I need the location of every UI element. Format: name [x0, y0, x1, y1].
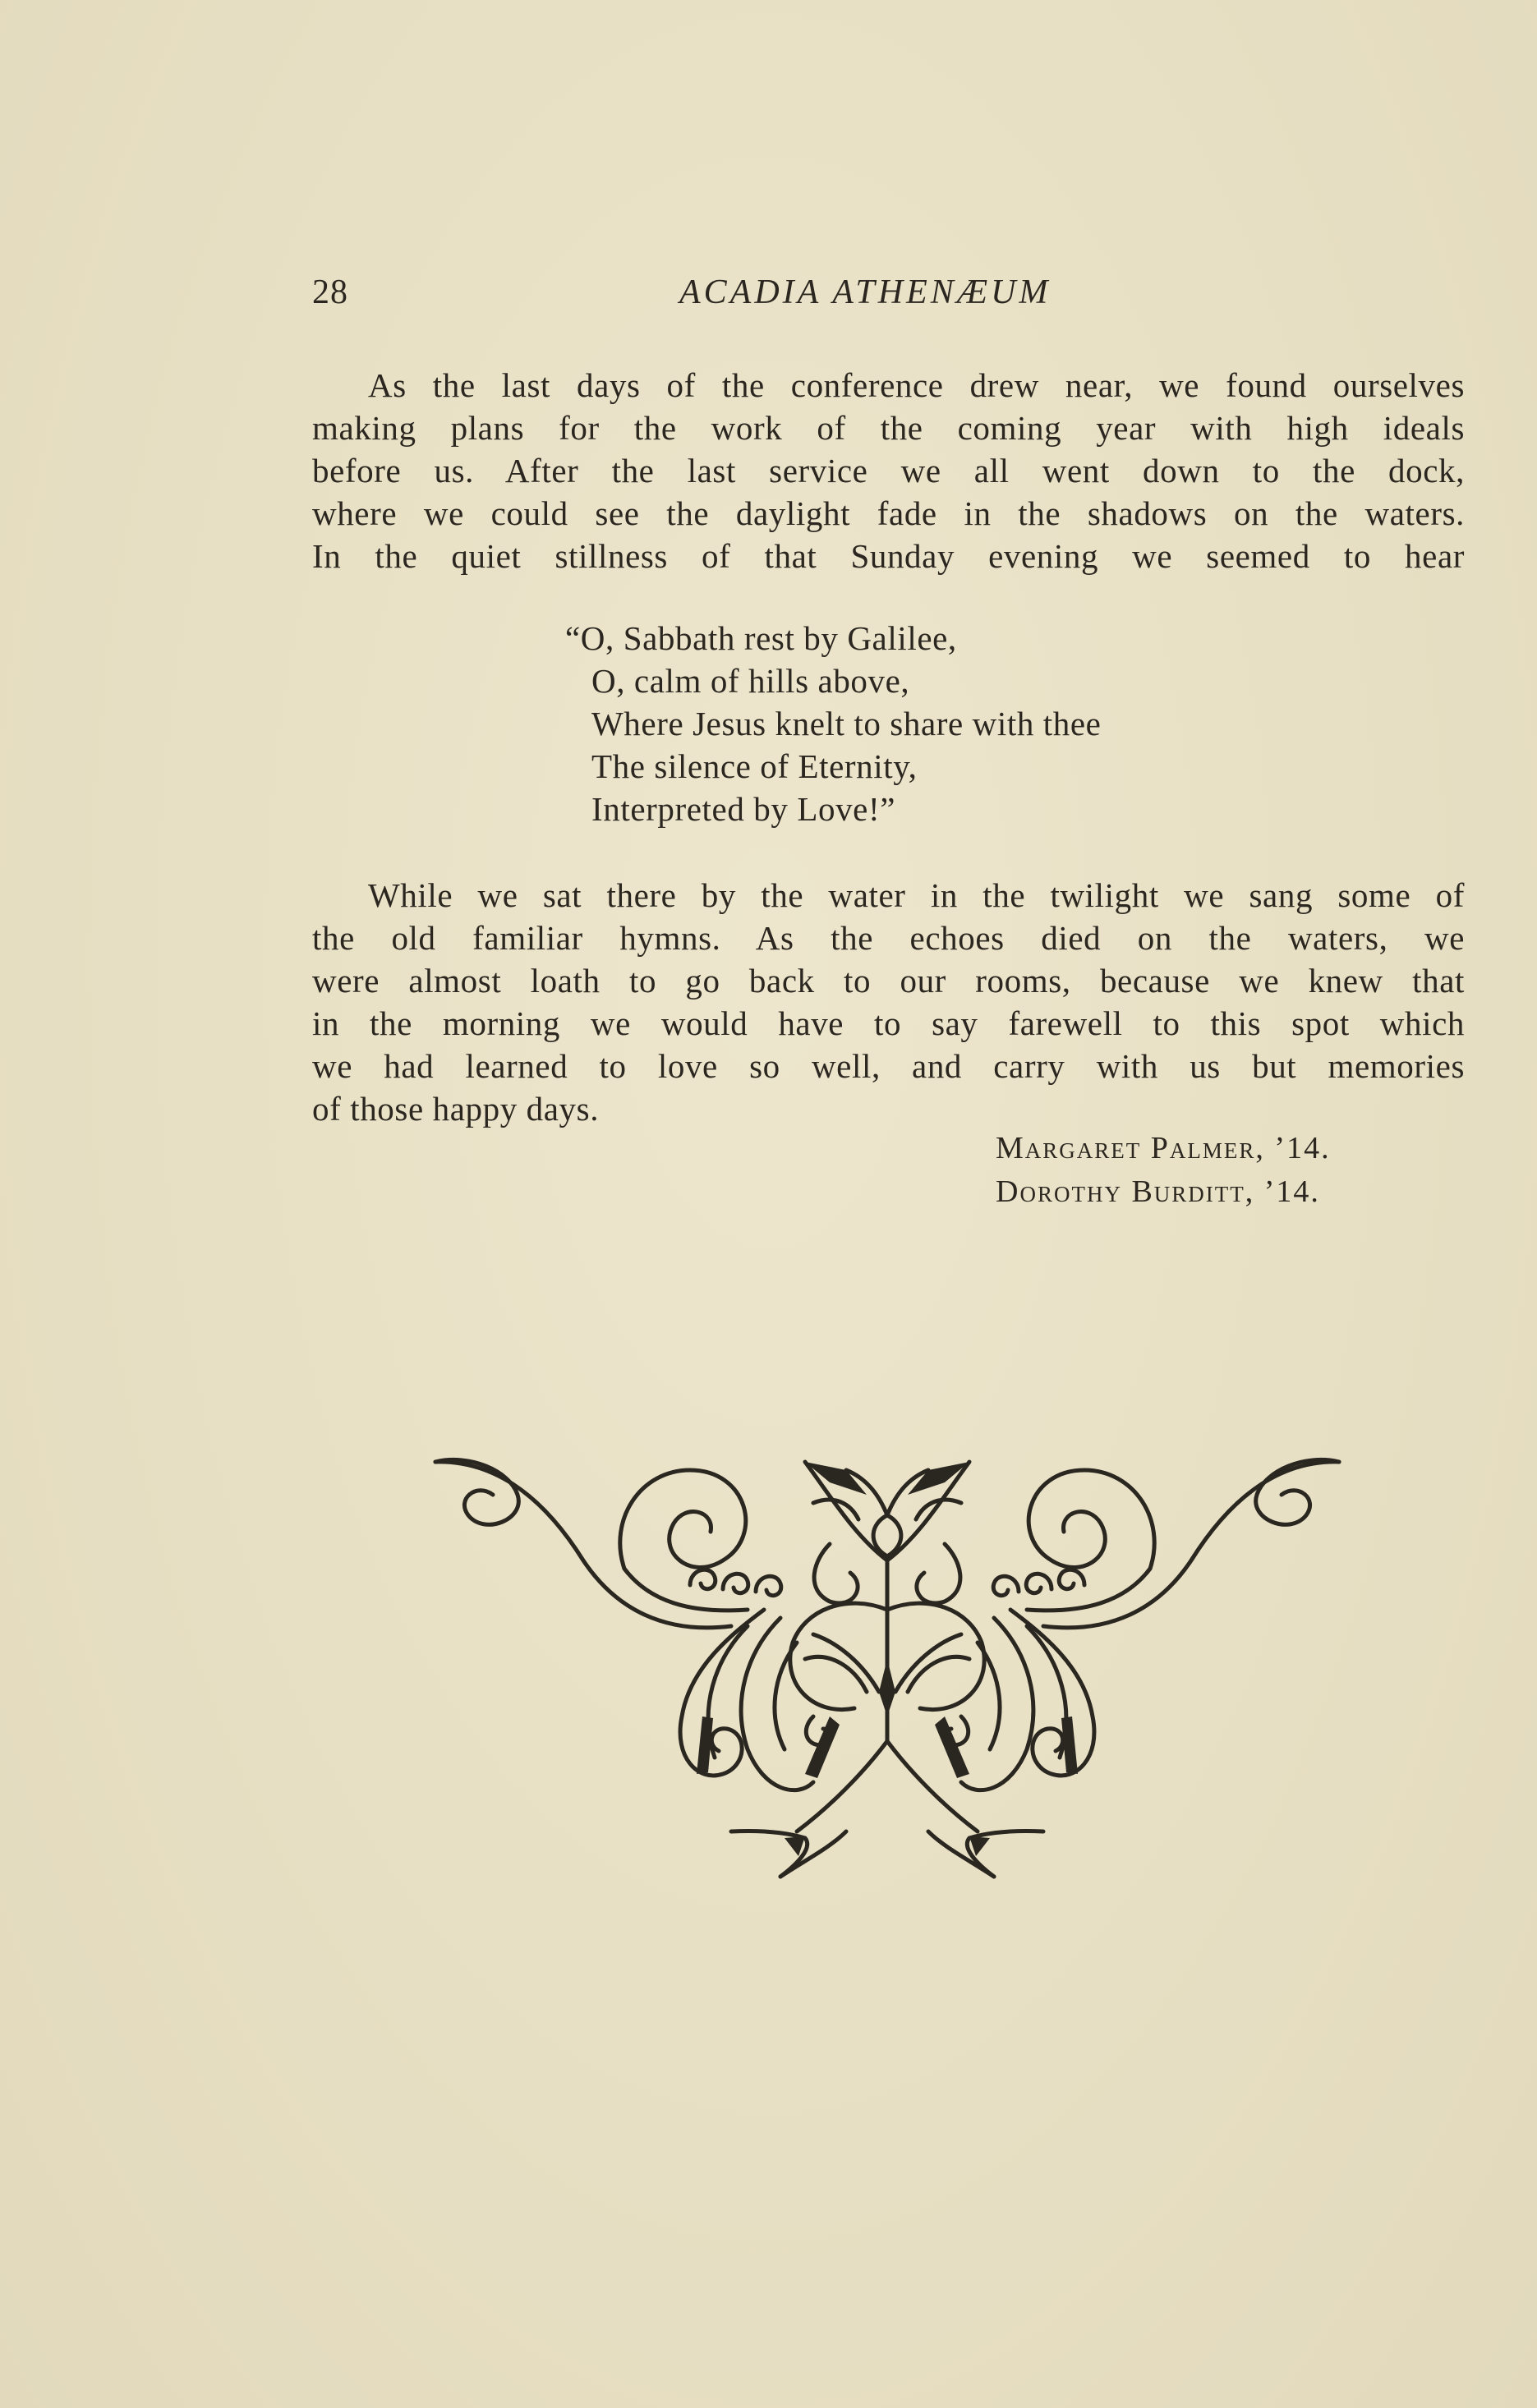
paragraph-line: where we could see the daylight fade in the shadows on the waters.: [312, 494, 1465, 532]
paragraph-conference: [312, 364, 1465, 577]
paragraph-line: In the quiet stillness of that Sunday evening we seemed to hear: [312, 537, 1465, 575]
paragraph-line: we had learned to love so well, and carry with us but memories: [312, 1047, 1465, 1085]
journal-title: ACADIA ATHENÆUM: [679, 273, 1052, 311]
verse-line: Interpreted by Love!”: [591, 790, 896, 828]
author-signature-burditt: Dorothy Burditt, ’14.: [996, 1174, 1320, 1209]
paragraph-twilight: [312, 874, 1465, 1130]
running-head: [312, 273, 1462, 322]
verse-line: Where Jesus knelt to share with thee: [591, 705, 1102, 742]
paragraph-line: of those happy days.: [312, 1090, 600, 1128]
author-signatures: [996, 1127, 1331, 1214]
paragraph-line: making plans for the work of the coming year with high ideals: [312, 409, 1465, 447]
hymn-verse: [565, 617, 1101, 830]
paragraph-line: in the morning we would have to say farewell to this spot which: [312, 1004, 1465, 1042]
page-number: 28: [312, 273, 348, 311]
scrollwork-tailpiece-ornament-icon: [419, 1445, 1355, 1881]
author-signature-palmer: Margaret Palmer, ’14.: [996, 1131, 1331, 1165]
paragraph-line: were almost loath to go back to our rooms, because we knew that: [312, 962, 1465, 1000]
paragraph-line: before us. After the last service we all went down to the dock,: [312, 452, 1465, 489]
verse-line: “O, Sabbath rest by Galilee,: [565, 619, 957, 657]
verse-line: O, calm of hills above,: [591, 662, 910, 700]
verse-line: The silence of Eternity,: [591, 747, 918, 785]
paragraph-line: While we sat there by the water in the twilight we sang some of: [368, 876, 1465, 914]
paragraph-line: As the last days of the conference drew near, we found ourselves: [368, 366, 1465, 404]
paragraph-line: the old familiar hymns. As the echoes died on the waters, we: [312, 919, 1465, 957]
